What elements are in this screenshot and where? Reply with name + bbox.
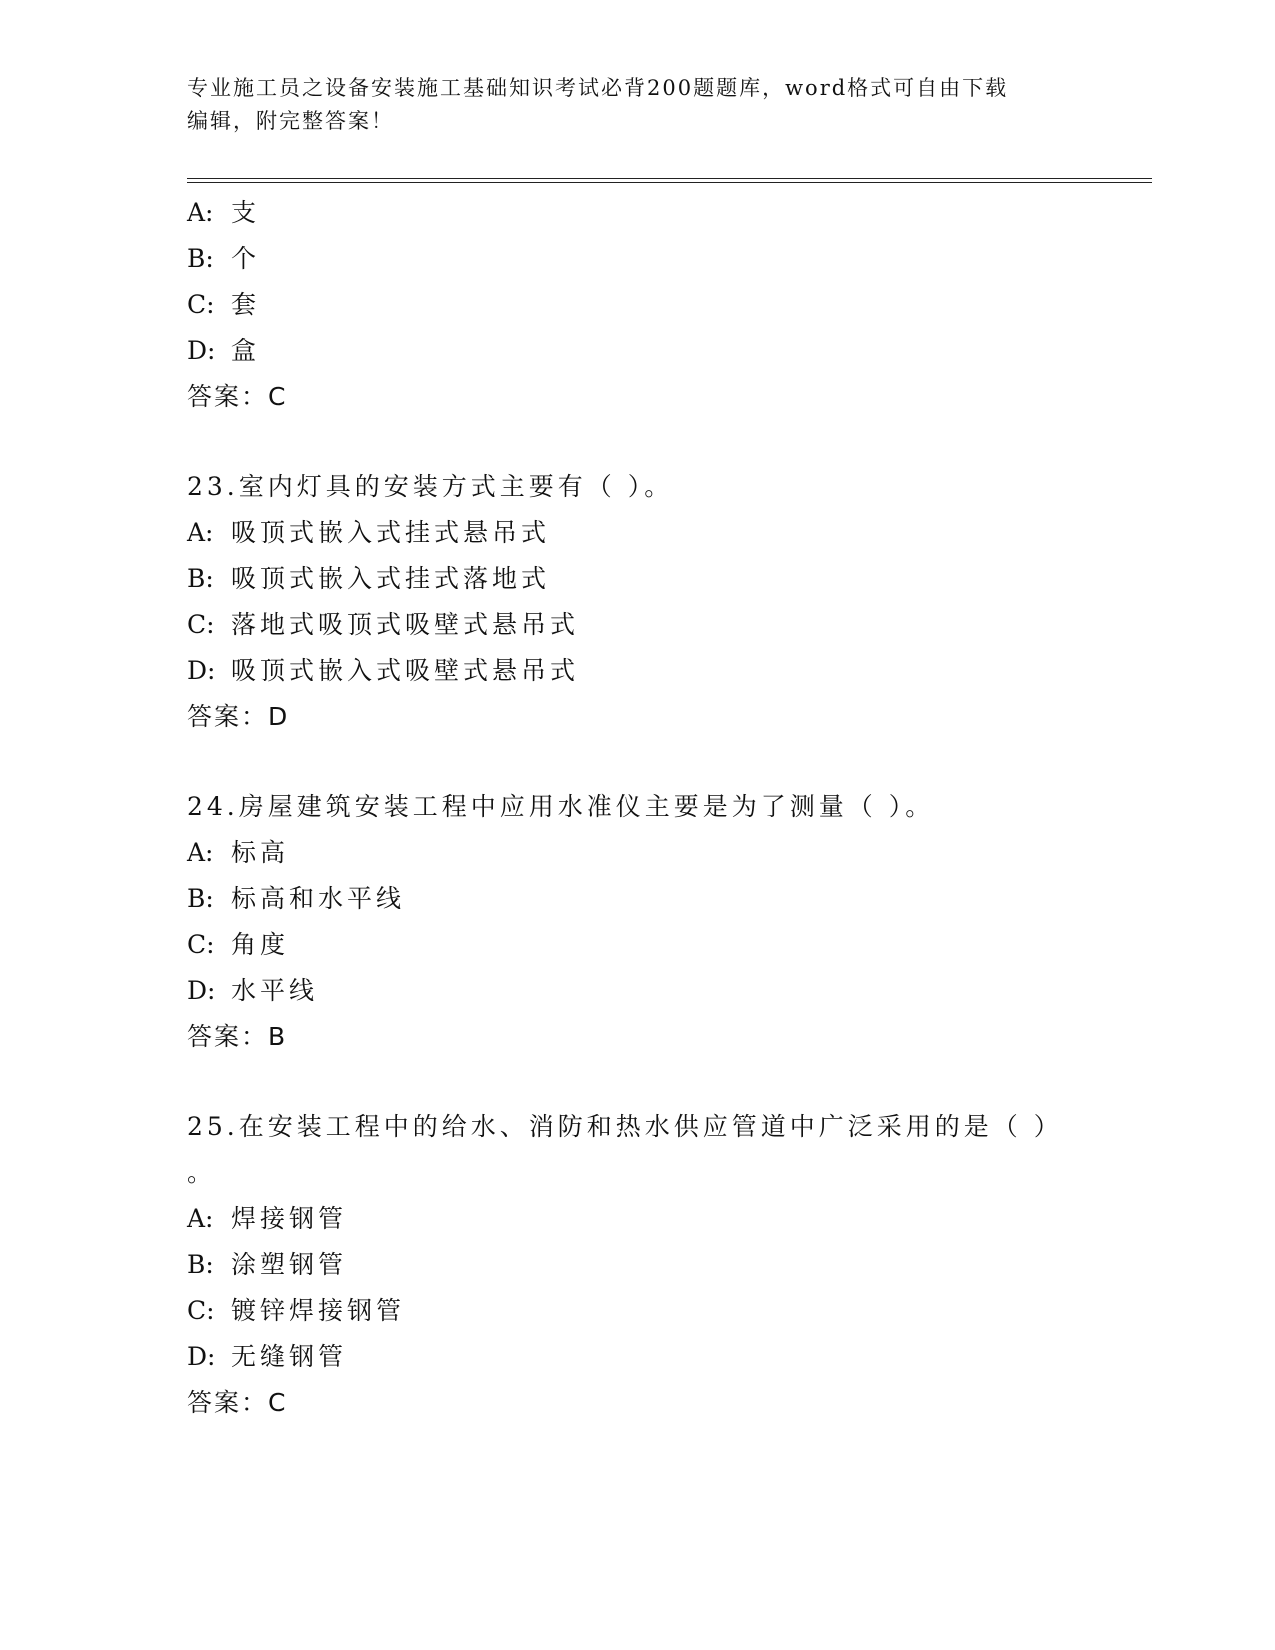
option-key: D:	[187, 336, 216, 365]
option-text: 无缝钢管	[231, 1342, 348, 1371]
option-key: C:	[187, 610, 215, 639]
option-key: B:	[187, 884, 214, 913]
question-23	[187, 464, 1087, 740]
option-text: 支	[231, 198, 261, 227]
option-b	[187, 556, 1087, 602]
option-text: 盒	[231, 336, 261, 365]
option-key: C:	[187, 930, 215, 959]
option-key: D:	[187, 656, 216, 685]
answer-line: 答案：B	[187, 1022, 288, 1051]
option-key: A:	[187, 838, 214, 867]
question-list	[187, 190, 1087, 1426]
question-25	[187, 1104, 1087, 1426]
option-c	[187, 602, 1087, 648]
option-d	[187, 328, 1087, 374]
question-24	[187, 784, 1087, 1060]
option-text: 标高	[231, 838, 290, 867]
option-c	[187, 282, 1087, 328]
option-text: 镀锌焊接钢管	[231, 1296, 406, 1325]
option-key: B:	[187, 1250, 214, 1279]
answer-line: 答案：C	[187, 1388, 288, 1417]
option-key: A:	[187, 518, 214, 547]
option-key: C:	[187, 1296, 215, 1325]
option-key: B:	[187, 564, 214, 593]
header-divider-bottom	[187, 182, 1152, 183]
option-d	[187, 968, 1087, 1014]
header-title-line-1: 专业施工员之设备安装施工基础知识考试必背200题题库，word格式可自由下载	[187, 76, 1009, 100]
option-key: B:	[187, 244, 214, 273]
option-a	[187, 190, 1087, 236]
option-b	[187, 876, 1087, 922]
option-text: 焊接钢管	[231, 1204, 348, 1233]
option-key: D:	[187, 1342, 216, 1371]
option-key: A:	[187, 1204, 214, 1233]
question-text: 24.房屋建筑安装工程中应用水准仪主要是为了测量（ ）。	[187, 792, 935, 821]
option-text: 套	[231, 290, 261, 319]
question-text-line-2: 。	[187, 1158, 217, 1187]
question-22	[187, 190, 1087, 420]
header-divider-top	[187, 178, 1152, 179]
option-b	[187, 1242, 1087, 1288]
option-text: 标高和水平线	[231, 884, 406, 913]
option-text: 个	[231, 244, 261, 273]
answer-line: 答案：D	[187, 702, 290, 731]
option-text: 吸顶式嵌入式吸壁式悬吊式	[231, 656, 580, 685]
answer-line: 答案：C	[187, 382, 288, 411]
option-a	[187, 510, 1087, 556]
question-text-line-1: 25.在安装工程中的给水、消防和热水供应管道中广泛采用的是（ ）	[187, 1112, 1063, 1141]
option-text: 落地式吸顶式吸壁式悬吊式	[231, 610, 580, 639]
option-d	[187, 648, 1087, 694]
document-header	[187, 72, 1067, 138]
option-text: 水平线	[231, 976, 319, 1005]
option-b	[187, 236, 1087, 282]
option-text: 吸顶式嵌入式挂式落地式	[231, 564, 551, 593]
option-c	[187, 1288, 1087, 1334]
option-key: C:	[187, 290, 215, 319]
header-title-line-2: 编辑，附完整答案！	[187, 109, 394, 133]
question-text: 23.室内灯具的安装方式主要有（ ）。	[187, 472, 674, 501]
option-text: 角度	[231, 930, 290, 959]
option-c	[187, 922, 1087, 968]
option-key: A:	[187, 198, 214, 227]
option-a	[187, 830, 1087, 876]
option-a	[187, 1196, 1087, 1242]
option-text: 吸顶式嵌入式挂式悬吊式	[231, 518, 551, 547]
option-d	[187, 1334, 1087, 1380]
option-text: 涂塑钢管	[231, 1250, 348, 1279]
option-key: D:	[187, 976, 216, 1005]
